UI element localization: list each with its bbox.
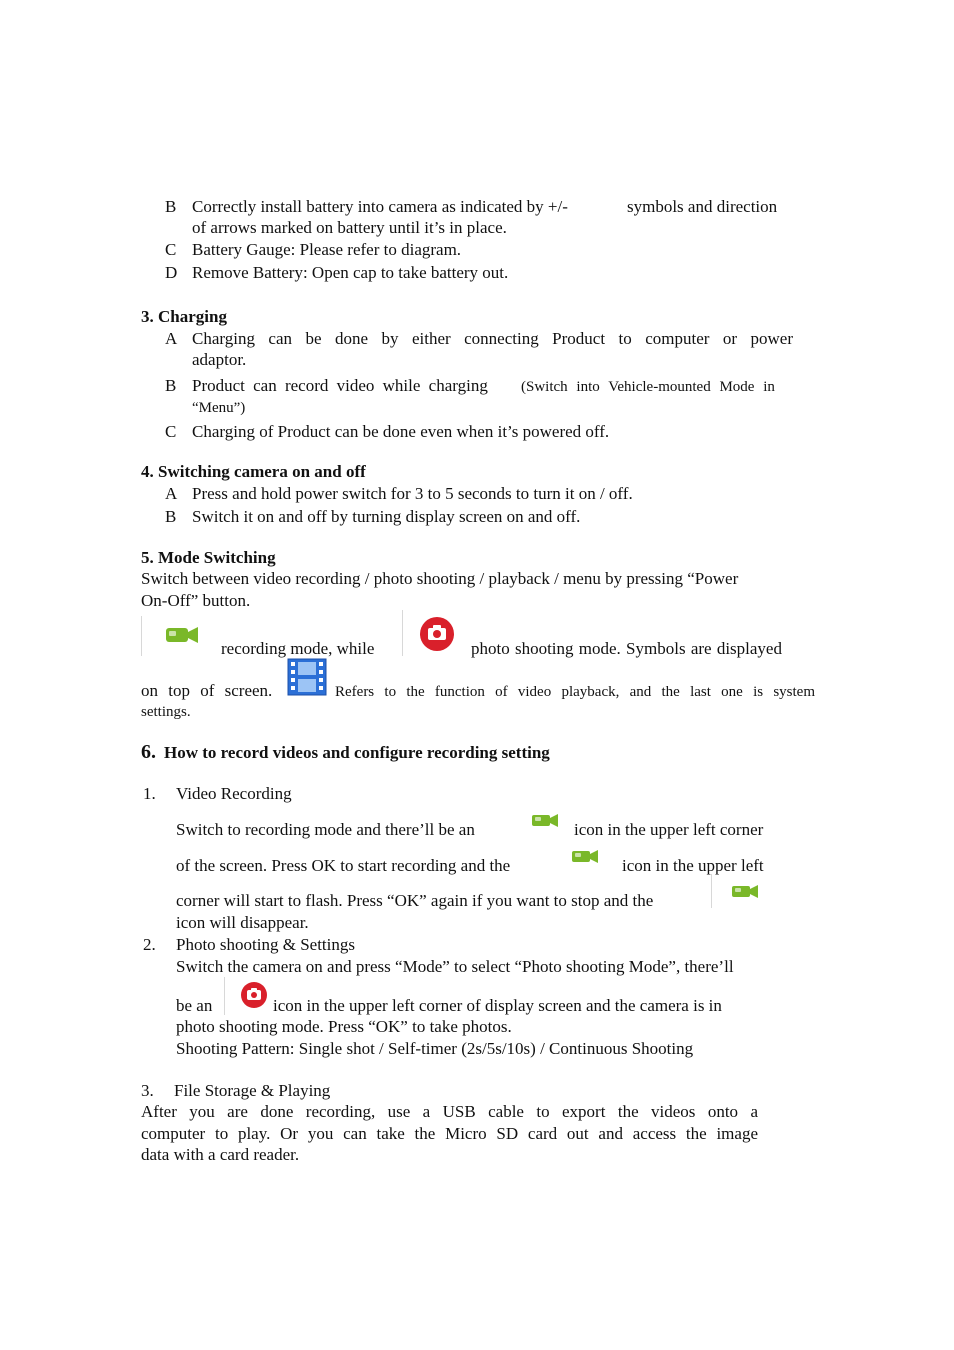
battery-item-c-text: Battery Gauge: Please refer to diagram.	[192, 240, 462, 259]
switching-item-a-text: Press and hold power switch for 3 to 5 seconds to turn it on / off.	[192, 484, 633, 503]
camera-icon	[224, 977, 269, 1015]
mode-photo-text: photo shooting mode. Symbols are displayed	[471, 639, 782, 658]
camera-icon	[402, 610, 469, 656]
camcorder-icon	[556, 843, 612, 875]
film-playback-icon	[286, 657, 328, 697]
charging-item-a-letter: A	[165, 329, 178, 348]
battery-item-b-text-cont: symbols and direction	[627, 197, 778, 216]
file-storage-line1: After you are done recording, use a USB cable to export the videos onto a	[141, 1102, 758, 1121]
charging-item-b-note: (Switch into Vehicle-mounted Mode in	[521, 379, 775, 395]
mode-settings-text: settings.	[141, 704, 191, 720]
photo-shooting-line2: be an	[176, 996, 213, 1015]
file-storage-title: File Storage & Playing	[174, 1081, 331, 1100]
charging-item-c-letter: C	[165, 422, 177, 441]
charging-item-b-text: Product can record video while charging	[192, 376, 488, 395]
video-recording-line3: corner will start to flash. Press “OK” again if you want to stop and the	[176, 891, 654, 910]
battery-item-b-text: Correctly install battery into camera as indicated by +/-	[192, 197, 568, 216]
file-storage-line3: data with a card reader.	[141, 1145, 300, 1164]
switching-item-a-letter: A	[165, 484, 178, 503]
battery-item-c-letter: C	[165, 240, 177, 259]
charging-item-a-text: Charging can be done by either connecting Product to computer or power	[192, 329, 793, 348]
section-heading-howto: How to record videos and configure recording setting	[164, 743, 550, 762]
file-storage-number: 3.	[141, 1081, 154, 1100]
switching-item-b-text: Switch it on and off by turning display screen on and off.	[192, 507, 581, 526]
mode-ontop-text: on top of screen.	[141, 681, 273, 700]
mode-refers-text: Refers to the function of video playback, and the last one is system	[335, 684, 815, 700]
battery-item-b-letter: B	[165, 197, 177, 216]
file-storage-line2: computer to play. Or you can take the Micro SD card out and access the image	[141, 1124, 758, 1143]
video-recording-line2: of the screen. Press OK to start recording and the	[176, 856, 511, 875]
camcorder-icon	[514, 806, 566, 838]
camcorder-icon	[711, 874, 768, 908]
charging-item-c-text: Charging of Product can be done even when it’s powered off.	[192, 422, 610, 441]
charging-item-b-note-line2: “Menu”)	[192, 400, 246, 416]
section-heading-switching: 4. Switching camera on and off	[141, 462, 366, 481]
photo-shooting-number: 2.	[143, 935, 156, 954]
video-recording-line2-cont: icon in the upper left	[622, 856, 764, 875]
mode-recording-text: recording mode, while	[221, 639, 375, 658]
video-recording-line4: icon will disappear.	[176, 913, 309, 932]
photo-shooting-line4: Shooting Pattern: Single shot / Self-timer (2s/5s/10s) / Continuous Shooting	[176, 1039, 694, 1058]
camcorder-icon	[141, 616, 214, 656]
video-recording-number: 1.	[143, 784, 156, 803]
photo-shooting-title: Photo shooting & Settings	[176, 935, 355, 954]
battery-item-d-text: Remove Battery: Open cap to take battery out.	[192, 263, 509, 282]
video-recording-line1: Switch to recording mode and there’ll be an	[176, 820, 475, 839]
video-recording-title: Video Recording	[176, 784, 292, 803]
mode-text-line1: Switch between video recording / photo shooting / playback / menu by pressing “Power	[141, 569, 739, 588]
photo-shooting-line3: photo shooting mode. Press “OK” to take photos.	[176, 1017, 512, 1036]
battery-item-b-text-line2: of arrows marked on battery until it’s in place.	[192, 218, 507, 237]
switching-item-b-letter: B	[165, 507, 177, 526]
battery-item-d-letter: D	[165, 263, 178, 282]
section-heading-mode: 5. Mode Switching	[141, 548, 276, 567]
section-heading-howto-number: 6.	[141, 741, 156, 763]
charging-item-b-letter: B	[165, 376, 177, 395]
charging-item-a-text-line2: adaptor.	[192, 350, 247, 369]
photo-shooting-line1: Switch the camera on and press “Mode” to select “Photo shooting Mode”, there’ll	[176, 957, 734, 976]
photo-shooting-line2-cont: icon in the upper left corner of display screen and the camera is in	[273, 996, 722, 1015]
mode-text-line2: On-Off” button.	[141, 591, 251, 610]
section-heading-charging: 3. Charging	[141, 307, 227, 326]
video-recording-line1-cont: icon in the upper left corner	[574, 820, 764, 839]
